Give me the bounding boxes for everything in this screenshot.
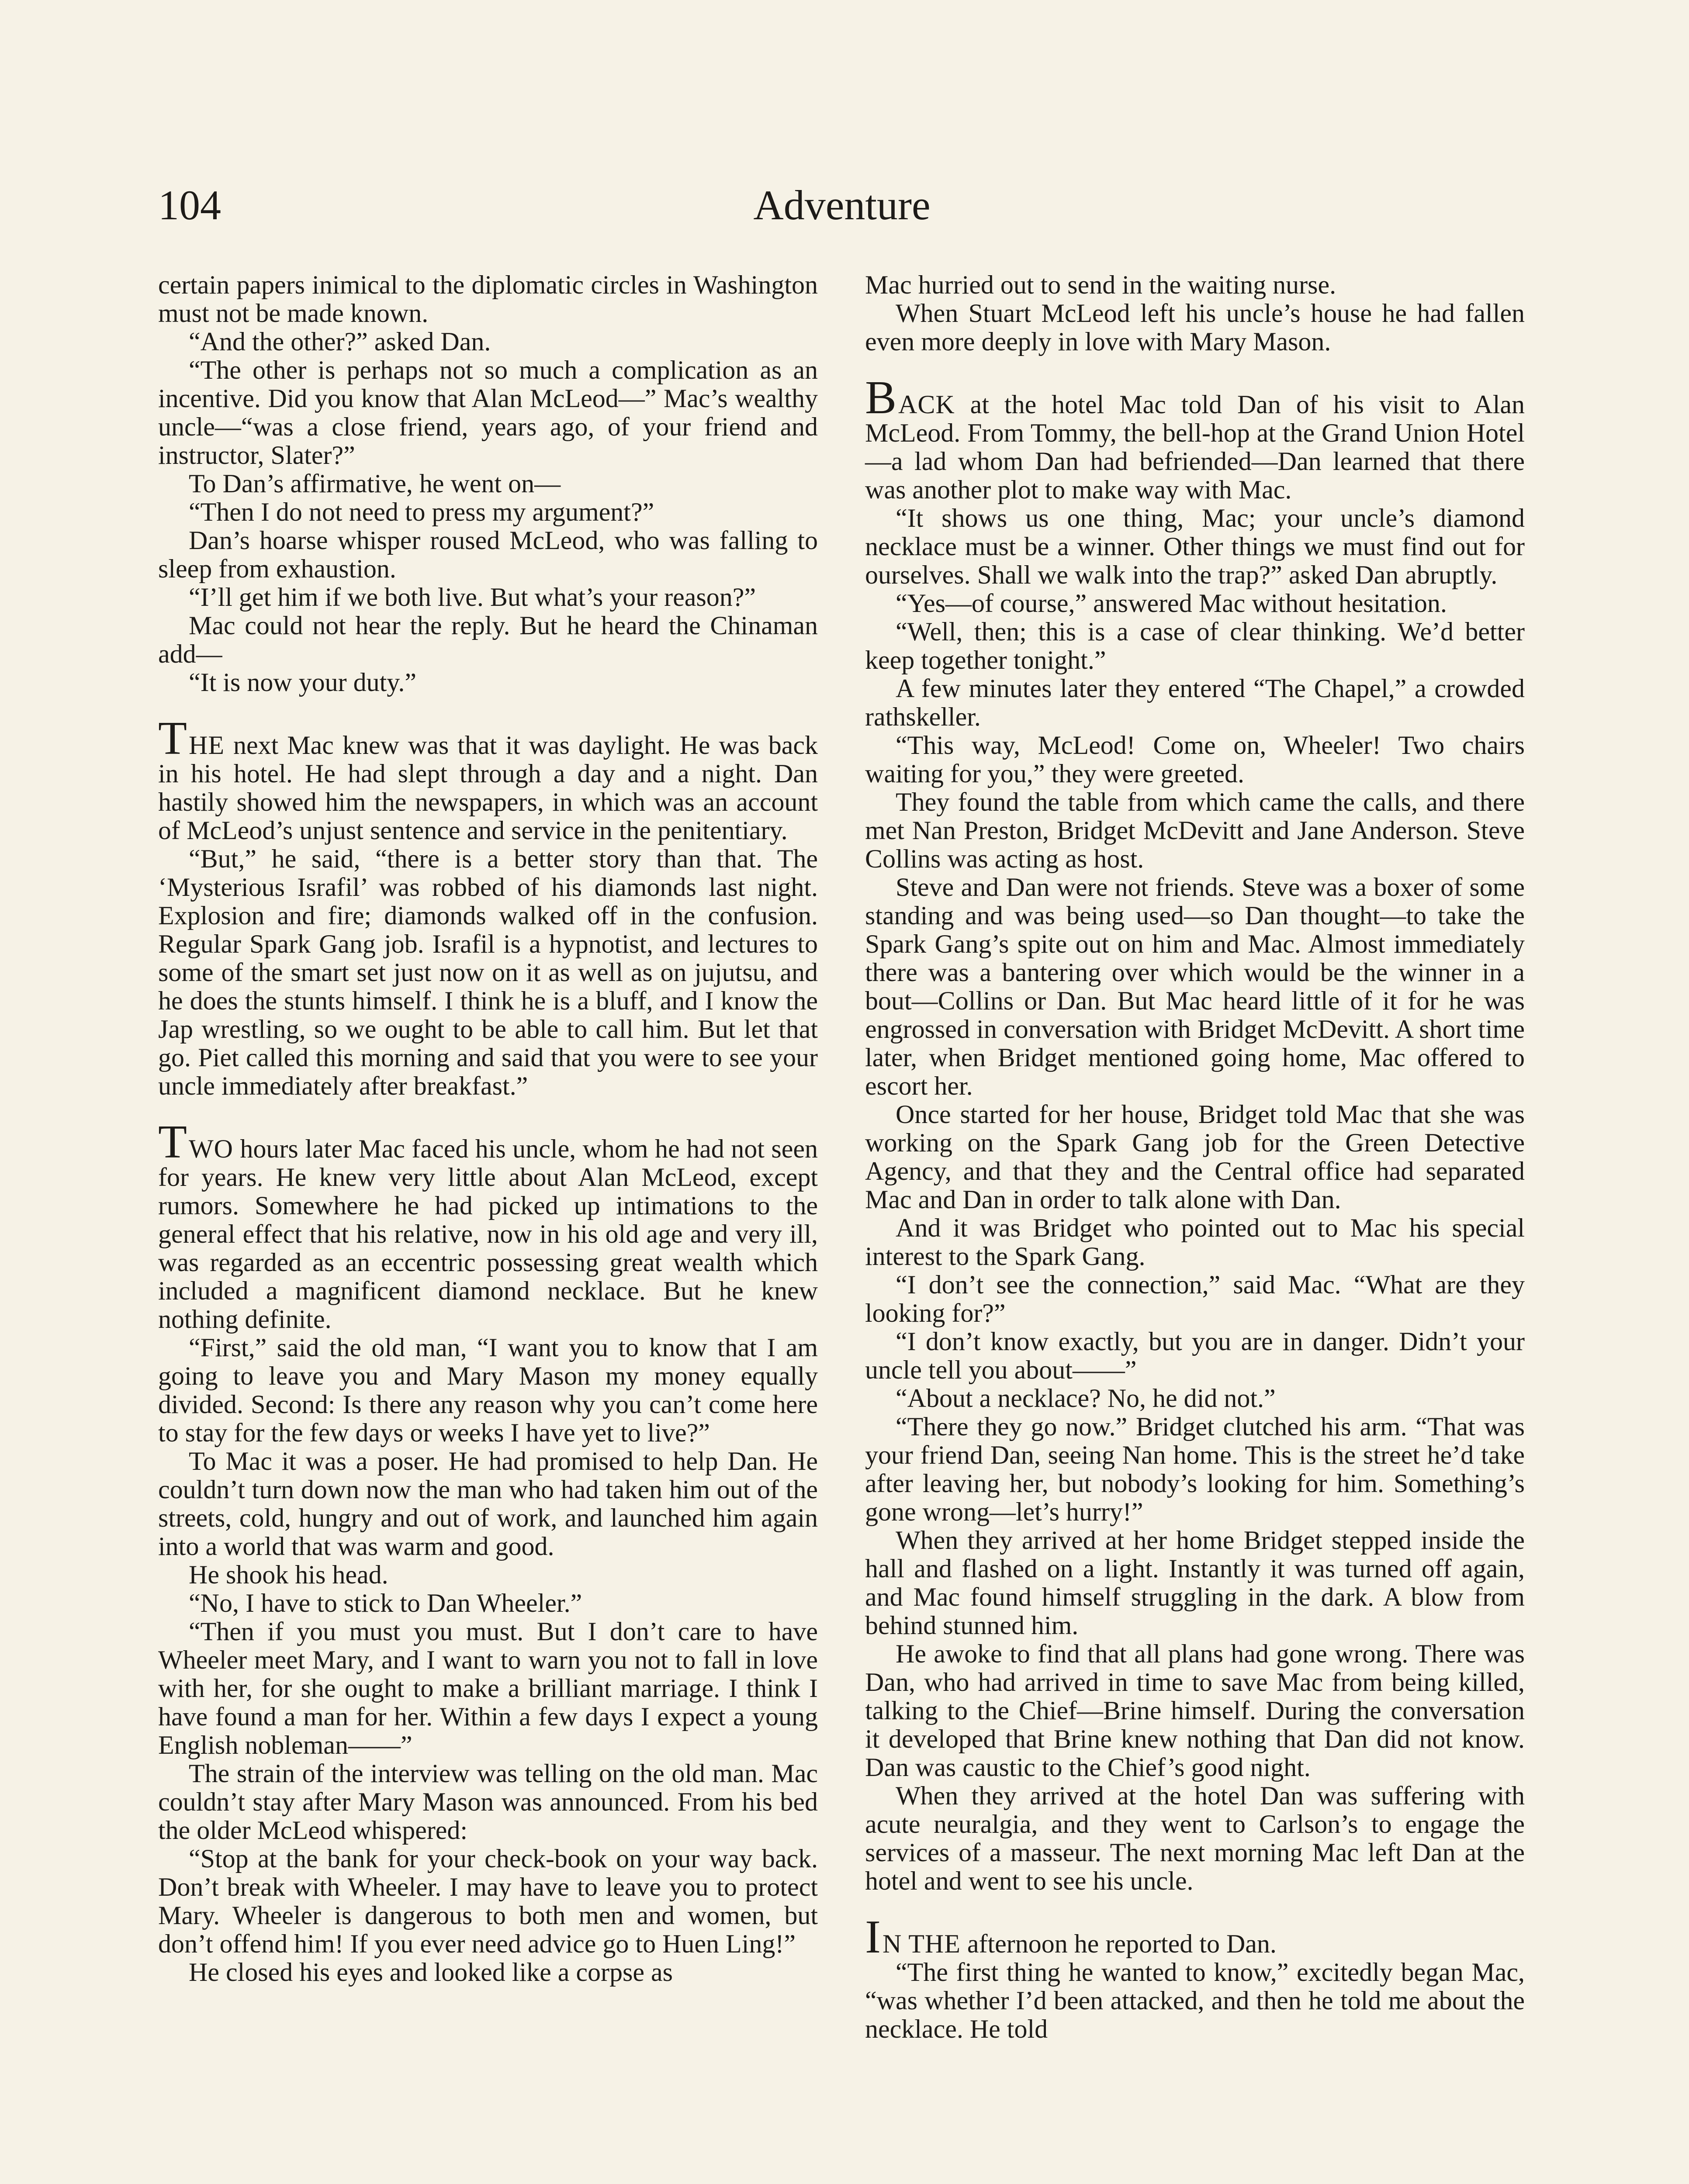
- paragraph: When they arrived at the hotel Dan was suffering with acute neuralgia, and they went to Carlson’s to engage the services of a masseur. The next morning Mac left Dan at the hotel and went to see his uncle.: [865, 1781, 1525, 1895]
- lead-in-words: N THE: [882, 1929, 961, 1958]
- section-opening-paragraph: [865, 372, 1525, 504]
- paragraph: A few minutes later they entered “The Chapel,” a crowded rathskeller.: [865, 674, 1525, 731]
- page-number: 104: [158, 182, 221, 228]
- paragraph: “The first thing he wanted to know,” excitedly began Mac, “was whether I’d been attacked, and then he told me about the necklace. He told: [865, 1958, 1525, 2043]
- paragraph: He shook his head.: [189, 1560, 388, 1589]
- paragraph: Dan’s hoarse whisper roused McLeod, who was falling to sleep from exhaustion.: [158, 526, 818, 583]
- paragraph: “I don’t see the connection,” said Mac. “What are they looking for?”: [865, 1270, 1525, 1327]
- paragraph-text: at the hotel Mac told Dan of his visit to Alan McLeod. From Tommy, the bell-hop at the Grand Union Hotel—a lad whom Dan had befriended—Dan learned that there was another plot to make way with Mac.: [865, 390, 1525, 504]
- paragraph: certain papers inimical to the diplomatic circles in Washington must not be made known.: [158, 270, 818, 328]
- left-column: [158, 271, 818, 1987]
- paragraph: “Well, then; this is a case of clear thinking. We’d better keep together tonight.”: [865, 617, 1525, 674]
- paragraph: To Mac it was a poser. He had promised to help Dan. He couldn’t turn down now the man who had taken him out of the streets, cold, hungry and out of work, and launched him again into a world that was warm and good.: [158, 1447, 818, 1561]
- paragraph: Steve and Dan were not friends. Steve was a boxer of some standing and was being used—so Dan thought—to take the Spark Gang’s spite out on him and Mac. Almost immediately there was a bantering over which would be the winner in a bout—Collins or Dan. But Mac heard little of it for he was engrossed in conversation with Bridget McDevitt. A short time later, when Bridget mentioned going home, Mac offered to escort her.: [865, 873, 1525, 1100]
- drop-cap: T: [158, 1116, 187, 1168]
- paragraph: “There they go now.” Bridget clutched his arm. “That was your friend Dan, seeing Nan home. This is the street he’d take after leaving her, but nobody’s looking for him. Something’s gone wrong—let’s hurry!”: [865, 1412, 1525, 1526]
- paragraph-text: afternoon he reported to Dan.: [960, 1929, 1277, 1958]
- section-opening-paragraph: [158, 712, 818, 845]
- paragraph: “It is now your duty.”: [189, 668, 417, 697]
- paragraph: He awoke to find that all plans had gone wrong. There was Dan, who had arrived in time to save Mac from being killed, talking to the Chief—Brine himself. During the conversation it developed that Brine knew nothing that Dan did not know. Dan was caustic to the Chief’s good night.: [865, 1639, 1525, 1782]
- paragraph: To Dan’s affirmative, he went on—: [189, 469, 561, 498]
- paragraph-text: hours later Mac faced his uncle, whom he had not seen for years. He knew very little about Alan McLeod, except rumors. Somewhere he had picked up intimations to the general effect that his relative, now in his old age and very ill, was regarded as an eccentric possessing great wealth which included a magnificent diamond necklace. But he knew nothing definite.: [158, 1134, 818, 1334]
- section-opening-paragraph: [158, 1116, 818, 1334]
- running-title: Adventure: [753, 182, 931, 228]
- paragraph: The strain of the interview was telling on the old man. Mac couldn’t stay after Mary Mason was announced. From his bed the older McLeod whispered:: [158, 1759, 818, 1845]
- paragraph: Mac could not hear the reply. But he heard the Chinaman add—: [158, 611, 818, 668]
- paragraph: “Stop at the bank for your check-book on your way back. Don’t break with Wheeler. I may have to leave you to protect Mary. Wheeler is dangerous to both men and women, but don’t offend him! If you ever need advice go to Huen Ling!”: [158, 1844, 818, 1958]
- paragraph: “Yes—of course,” answered Mac without hesitation.: [896, 589, 1447, 618]
- right-column: [865, 271, 1525, 2043]
- paragraph-text: next Mac knew was that it was daylight. He was back in his hotel. He had slept through a day and a night. Dan hastily showed him the newspapers, in which was an account of McLeod’s unjust sentence and service in the penitentiary.: [158, 731, 818, 845]
- paragraph: “This way, McLeod! Come on, Wheeler! Two chairs waiting for you,” they were greeted.: [865, 731, 1525, 788]
- paragraph: They found the table from which came the calls, and there met Nan Preston, Bridget McDevitt and Jane Anderson. Steve Collins was acting as host.: [865, 788, 1525, 873]
- paragraph: “I’ll get him if we both live. But what’s your reason?”: [189, 583, 756, 612]
- paragraph: He closed his eyes and looked like a corpse as: [189, 1958, 673, 1987]
- paragraph: “First,” said the old man, “I want you to know that I am going to leave you and Mary Mason my money equally divided. Second: Is there any reason why you can’t come here to stay for the few days or weeks I have yet to live?”: [158, 1333, 818, 1447]
- lead-in-words: ACK: [898, 390, 955, 419]
- paragraph: “It shows us one thing, Mac; your uncle’s diamond necklace must be a winner. Other things we must find out for ourselves. Shall we walk into the trap?” asked Dan abruptly.: [865, 504, 1525, 589]
- drop-cap: I: [865, 1911, 881, 1963]
- paragraph: “About a necklace? No, he did not.”: [896, 1384, 1276, 1413]
- drop-cap: B: [865, 372, 897, 424]
- section-opening-paragraph: [865, 1911, 1525, 1963]
- paragraph: When Stuart McLeod left his uncle’s house he had fallen even more deeply in love with Mary Mason.: [865, 299, 1525, 356]
- paragraph: “Then if you must you must. But I don’t care to have Wheeler meet Mary, and I want to warn you not to fall in love with her, for she ought to make a brilliant marriage. I think I have found a man for her. Within a few days I expect a young English nobleman——”: [158, 1617, 818, 1759]
- paragraph: Mac hurried out to send in the waiting nurse.: [865, 270, 1336, 299]
- paragraph: Once started for her house, Bridget told Mac that she was working on the Spark Gang job for the Green Detective Agency, and that they and the Central office had separated Mac and Dan in order to talk alone with Dan.: [865, 1100, 1525, 1214]
- paragraph: “Then I do not need to press my argument?”: [189, 498, 654, 526]
- paragraph: “The other is perhaps not so much a complication as an incentive. Did you know that Alan McLeod—” Mac’s wealthy uncle—“was a close friend, years ago, of your friend and instructor, Slater?”: [158, 356, 818, 470]
- page-header: [158, 179, 1526, 232]
- lead-in-words: HE: [188, 731, 225, 760]
- paragraph: “And the other?” asked Dan.: [189, 327, 491, 356]
- paragraph: “But,” he said, “there is a better story than that. The ‘Mysterious Israfil’ was robbed of his diamonds last night. Explosion and fire; diamonds walked off in the confusion. Regular Spark Gang job. Israfil is a hypnotist, and lectures to some of the smart set just now on it as well as on jujutsu, and he does the stunts himself. I think he is a bluff, and I know the Jap wrestling, so we ought to be able to call him. But let that go. Piet called this morning and said that you were to see your uncle immediately after breakfast.”: [158, 844, 818, 1100]
- paragraph: “No, I have to stick to Dan Wheeler.”: [189, 1589, 582, 1617]
- lead-in-words: WO: [188, 1134, 233, 1163]
- paragraph: When they arrived at her home Bridget stepped inside the hall and flashed on a light. Instantly it was turned off again, and Mac found himself struggling in the dark. A blow from behind stunned him.: [865, 1526, 1525, 1640]
- paragraph: And it was Bridget who pointed out to Mac his special interest to the Spark Gang.: [865, 1213, 1525, 1271]
- paragraph: “I don’t know exactly, but you are in danger. Didn’t your uncle tell you about——”: [865, 1327, 1525, 1384]
- drop-cap: T: [158, 712, 187, 764]
